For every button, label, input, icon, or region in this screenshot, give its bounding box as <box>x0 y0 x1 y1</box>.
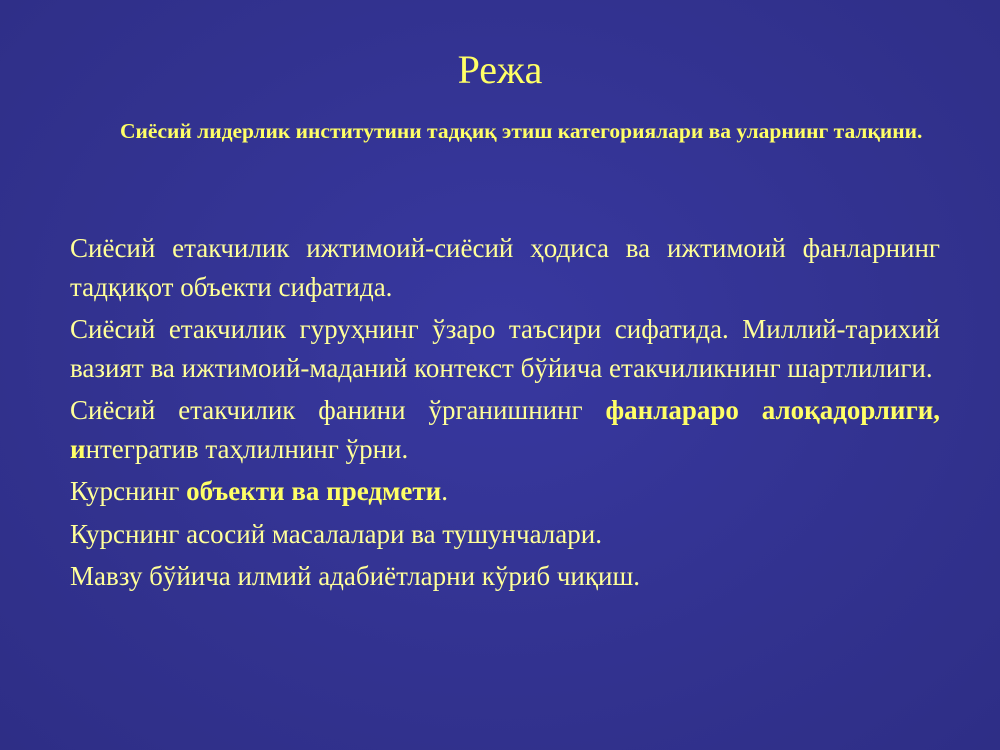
bullet-item <box>70 391 940 468</box>
bullet-item <box>70 310 940 387</box>
slide-title: Режа <box>457 47 543 92</box>
bullet-text: Курснинг <box>70 476 187 506</box>
bullet-text: Мавзу бўйича илмий адабиётларни кўриб чиқиш. <box>70 561 640 591</box>
bullet-text: Сиёсий етакчилик ижтимоий-сиёсий ҳодиса ва ижтимоий фанларнинг тадқиқот объекти сифатида. <box>70 233 940 302</box>
bullet-text: Сиёсий етакчилик фанини ўрганишнинг <box>70 395 606 425</box>
bullet-bold-text: фанлараро алоқадорлиги, и <box>70 395 941 464</box>
bullet-bold-text: объекти ва предмети <box>186 476 442 506</box>
bullet-item <box>70 515 940 554</box>
bullet-text: . <box>441 476 448 506</box>
bullet-text: нтегратив таҳлилнинг ўрни. <box>85 433 409 464</box>
bullet-item <box>70 557 940 596</box>
bullet-text: Курснинг асосий масалалари ва тушунчалари. <box>70 518 602 549</box>
bullet-item <box>70 229 940 306</box>
bullet-item <box>70 472 940 511</box>
slide-subtitle: Сиёсий лидерлик институтини тадқиқ этиш категориялари ва уларнинг талқини. <box>120 119 923 143</box>
bullet-list <box>70 229 940 600</box>
bullet-text: Сиёсий етакчилик гуруҳнинг ўзаро таъсири сифатида. Миллий-тарихий вазият ва ижтимоий-маданий контекст бўйича етакчиликнинг шартлилиги. <box>70 314 940 383</box>
